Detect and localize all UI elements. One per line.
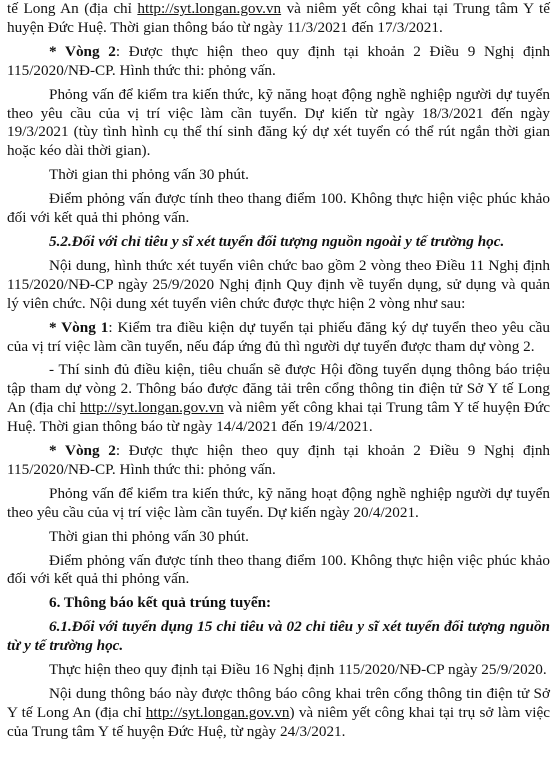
- text-segment: - Thí sinh đủ điều kiện, tiêu chuẩn sẽ được Hội đồng tuyển dụng thông báo triệu tập tham dự vòng 2. Thông báo được đăng tải trên cổng thông tin điện tử Sở Y tế Long An (địa chỉ: [7, 361, 550, 417]
- section-heading-6-1: 6.1.Đối với tuyển dụng 15 chỉ tiêu và 02 chỉ tiêu y sĩ xét tuyển đối tượng nguồn từ y tế trường học.: [7, 618, 550, 655]
- paragraph-round2-b: [7, 442, 550, 480]
- paragraph-summons-notice: [7, 361, 550, 437]
- paragraph-recruitment-content: Nội dung, hình thức xét tuyển viên chức bao gồm 2 vòng theo Điều 11 Nghị định 115/2020/NĐ-CP ngày 25/9/2020 Nghị định Quy định về tuyển dụng, sử dụng và quản lý viên chức. Nội dung xét tuyển viên chức được thực hiện 2 vòng như sau:: [7, 256, 550, 312]
- section-heading-5-2: 5.2.Đối với chỉ tiêu y sĩ xét tuyển đối tượng nguồn ngoài y tế trường học.: [49, 232, 505, 250]
- paragraph-interview-duration-b: Thời gian thi phỏng vấn 30 phút.: [49, 527, 249, 545]
- round-label: * Vòng 2: [49, 42, 116, 60]
- paragraph-interview-schedule: Phỏng vấn để kiểm tra kiến thức, kỹ năng hoạt động nghề nghiệp người dự tuyển theo yêu cầu của vị trí việc làm cần tuyển. Dự kiến từ ngày 18/3/2021 đến ngày 19/3/2021 (tùy tình hình cụ thể thí sinh đăng ký dự xét tuyển có thể rút ngắn thời gian hoặc kéo dài thời gian).: [7, 85, 550, 160]
- text-segment: và niêm yết công khai tại Trung tâm Y tế huyện Đức Huệ. Thời gian thông báo từ ngày 11/3/2021 đến 17/3/2021.: [7, 0, 550, 36]
- paragraph-interview-score-b: Điểm phỏng vấn được tính theo thang điểm 100. Không thực hiện việc phúc khảo đối với kết quả thi phỏng vấn.: [7, 551, 550, 588]
- text-segment: : Được thực hiện theo quy định tại khoản 2 Điều 9 Nghị định 115/2020/NĐ-CP. Hình thức thi: phỏng vấn.: [7, 442, 551, 478]
- website-link[interactable]: http://syt.longan.gov.vn: [80, 399, 224, 417]
- text-segment: và niêm yết công khai tại Trung tâm Y tế huyện Đức Huệ. Thời gian thông báo từ ngày 14/4/2021 đến 19/4/2021.: [7, 399, 550, 436]
- website-link[interactable]: http://syt.longan.gov.vn: [145, 703, 290, 721]
- paragraph-announcement-round1: [7, 0, 550, 38]
- paragraph-round2: [7, 43, 550, 81]
- text-segment: : Được thực hiện theo quy định tại khoản 2 Điều 9 Nghị định 115/2020/NĐ-CP. Hình thức thi: phỏng vấn.: [7, 42, 551, 79]
- text-segment: tế Long An (địa chỉ: [7, 0, 138, 17]
- text-segment: : Kiểm tra điều kiện dự tuyển tại phiếu đăng ký dự tuyển theo yêu cầu của vị trí việc làm cần tuyển, nếu đáp ứng đủ thì người dự tuyển được tham dự vòng 2.: [7, 318, 551, 355]
- paragraph-interview-schedule-b: Phỏng vấn để kiểm tra kiến thức, kỹ năng hoạt động nghề nghiệp người dự tuyển theo yêu cầu của vị trí việc làm cần tuyển. Dự kiến ngày 20/4/2021.: [7, 484, 550, 521]
- round-label: * Vòng 1: [49, 318, 109, 336]
- paragraph-round1: [7, 319, 550, 357]
- paragraph-decree-reference: Thực hiện theo quy định tại Điều 16 Nghị định 115/2020/NĐ-CP ngày 25/9/2020.: [49, 661, 547, 679]
- text-segment: ) và niêm yết công khai tại trụ sở làm việc của Trung tâm Y tế huyện Đức Huệ, từ ngày 24/3/2021.: [7, 703, 551, 740]
- paragraph-interview-score: Điểm phỏng vấn được tính theo thang điểm 100. Không thực hiện việc phúc khảo đối với kết quả thi phỏng vấn.: [7, 190, 550, 227]
- round-label: * Vòng 2: [49, 442, 116, 460]
- paragraph-interview-duration: Thời gian thi phỏng vấn 30 phút.: [49, 166, 249, 184]
- text-segment: Nội dung thông báo này được thông báo công khai trên cổng thông tin điện tử Sở Y tế Long An (địa chỉ: [7, 685, 550, 721]
- website-link[interactable]: http://syt.longan.gov.vn: [137, 0, 282, 17]
- paragraph-public-notice: [7, 685, 550, 742]
- section-heading-6: 6. Thông báo kết quả trúng tuyển:: [49, 594, 272, 612]
